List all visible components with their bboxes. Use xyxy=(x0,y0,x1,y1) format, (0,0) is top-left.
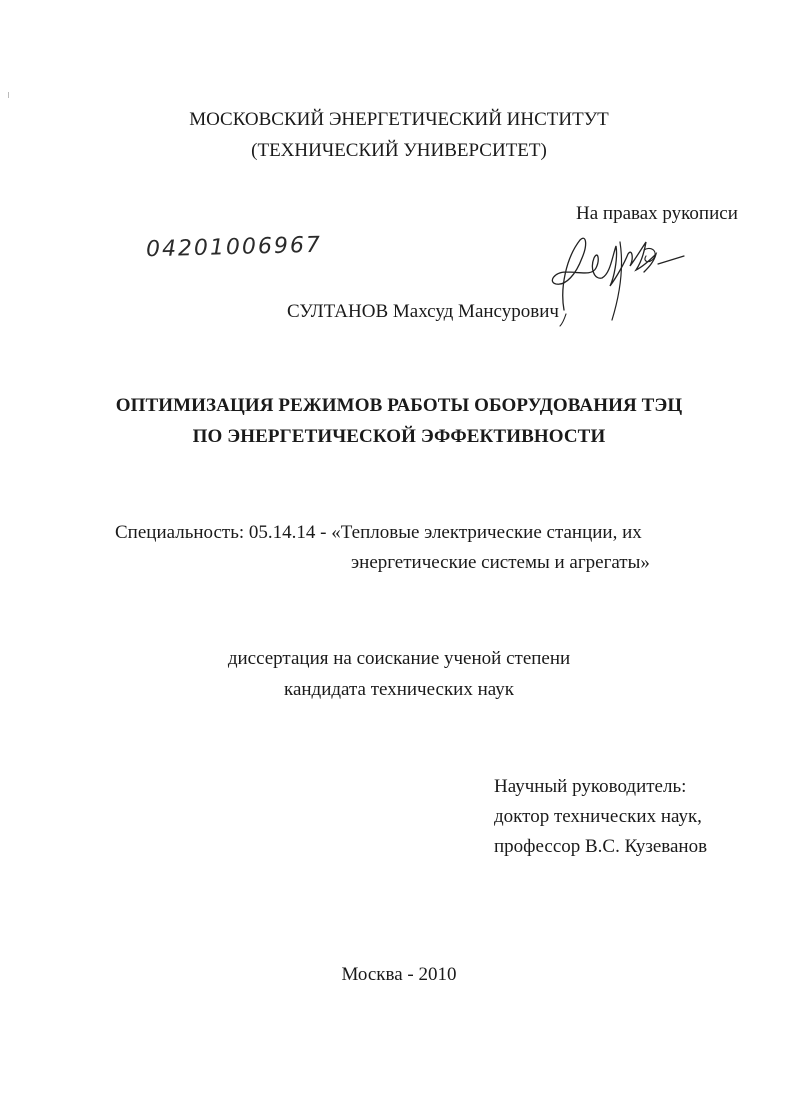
archive-number: 04201006967 xyxy=(145,232,323,263)
degree-line-1: диссертация на соискание ученой степени xyxy=(227,648,571,669)
institution-subtitle: (ТЕХНИЧЕСКИЙ УНИВЕРСИТЕТ) xyxy=(251,140,547,161)
manuscript-note: На правах рукописи xyxy=(576,203,738,224)
dissertation-title-line-2: ПО ЭНЕРГЕТИЧЕСКОЙ ЭФФЕКТИВНОСТИ xyxy=(192,426,606,447)
place-and-year: Москва - 2010 xyxy=(341,964,457,985)
dissertation-title-line-1: ОПТИМИЗАЦИЯ РЕЖИМОВ РАБОТЫ ОБОРУДОВАНИЯ ТЭЦ xyxy=(115,395,683,416)
supervisor-name: профессор В.С. Кузеванов xyxy=(494,836,708,857)
supervisor-heading: Научный руководитель: xyxy=(494,776,687,797)
author-name: СУЛТАНОВ Махсуд Мансурович xyxy=(287,301,559,322)
institution-name: МОСКОВСКИЙ ЭНЕРГЕТИЧЕСКИЙ ИНСТИТУТ xyxy=(189,109,609,130)
degree-line-2: кандидата технических наук xyxy=(284,679,514,700)
scan-mark xyxy=(8,92,9,98)
supervisor-degree: доктор технических наук, xyxy=(494,806,702,827)
specialty-line-1: Специальность: 05.14.14 - «Тепловые электрические станции, их xyxy=(115,522,642,543)
specialty-line-2: энергетические системы и агрегаты» xyxy=(351,552,650,573)
